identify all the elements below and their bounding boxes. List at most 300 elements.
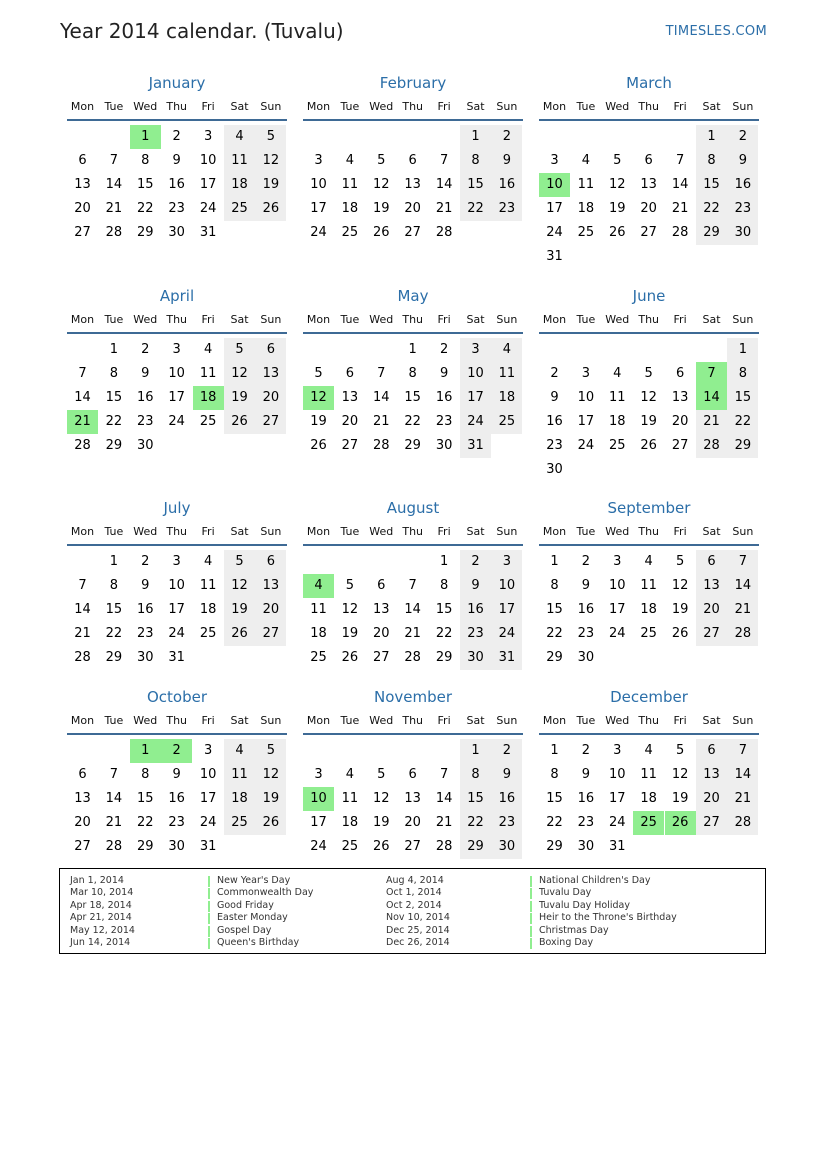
- day-cell: 12: [373, 791, 390, 806]
- legend-holiday-name: Tuvalu Day: [539, 887, 592, 899]
- day-cell: 17: [609, 791, 626, 806]
- weekday-label: Sun: [260, 714, 282, 727]
- day-cell: 3: [581, 366, 591, 381]
- day-cell: 9: [550, 390, 559, 405]
- day-cell: 23: [546, 438, 563, 453]
- day-cell: 18: [640, 602, 657, 617]
- day-cell: 19: [373, 815, 390, 830]
- day-cell: 25: [199, 626, 217, 641]
- day-cell: 21: [105, 815, 123, 830]
- holiday-day-cell: 1: [130, 739, 161, 763]
- day-cell: 11: [199, 366, 217, 381]
- holiday-legend: [59, 868, 766, 954]
- day-cell: 11: [640, 578, 657, 593]
- day-cell: 20: [341, 414, 359, 429]
- day-cell: 30: [577, 839, 595, 854]
- day-cell: 2: [439, 342, 449, 357]
- day-cell: 20: [696, 787, 727, 811]
- weekday-label: Wed: [133, 313, 158, 326]
- page-title: Year 2014 calendar. (Tuvalu): [60, 19, 344, 43]
- day-cell: 10: [460, 362, 491, 386]
- weekday-label: Tue: [576, 313, 596, 326]
- holiday-day-cell: 25: [633, 811, 664, 835]
- weekday-label: Wed: [605, 525, 630, 538]
- day-cell: 26: [341, 650, 359, 665]
- day-cell: 25: [577, 225, 595, 240]
- day-cell: 1: [439, 554, 449, 569]
- day-cell: 29: [435, 650, 453, 665]
- legend-date: Nov 10, 2014: [386, 912, 450, 924]
- weekday-label: Sat: [466, 100, 485, 113]
- day-cell: 12: [640, 390, 657, 405]
- day-cell: 10: [577, 390, 595, 405]
- day-cell: 27: [74, 225, 91, 240]
- weekday-label: Mon: [70, 100, 95, 113]
- day-cell: 4: [203, 554, 213, 569]
- weekday-label: Wed: [605, 714, 630, 727]
- legend-holiday-name: Good Friday: [217, 899, 274, 911]
- weekday-label: Tue: [340, 525, 360, 538]
- day-cell: 9: [460, 574, 491, 598]
- weekday-label: Thu: [402, 714, 424, 727]
- day-cell: 24: [609, 626, 626, 641]
- day-cell: 15: [404, 390, 421, 405]
- weekday-label: Thu: [166, 100, 188, 113]
- site-link[interactable]: TIMESLES.COM: [665, 24, 767, 39]
- day-cell: 23: [460, 622, 491, 646]
- day-cell: 17: [546, 201, 563, 216]
- legend-date: Jun 14, 2014: [70, 937, 131, 948]
- day-cell: 28: [74, 650, 91, 665]
- weekday-label: Sat: [230, 100, 249, 113]
- day-cell: 17: [168, 390, 185, 405]
- day-cell: 24: [310, 839, 327, 854]
- day-cell: 4: [613, 366, 622, 381]
- day-cell: 13: [74, 177, 91, 192]
- month-name: January: [148, 74, 206, 92]
- day-cell: 17: [310, 201, 327, 216]
- weekday-label: Fri: [673, 100, 687, 113]
- day-cell: 16: [137, 390, 154, 405]
- day-cell: 13: [671, 390, 689, 405]
- day-cell: 30: [460, 646, 491, 670]
- weekday-label: Fri: [201, 313, 215, 326]
- day-cell: 26: [373, 839, 390, 854]
- day-cell: 7: [439, 767, 449, 782]
- day-cell: 17: [491, 598, 522, 622]
- day-cell: 9: [491, 763, 522, 787]
- weekday-label: Fri: [437, 100, 451, 113]
- holiday-day-cell: 18: [193, 386, 224, 410]
- day-cell: 5: [255, 739, 286, 763]
- day-cell: 10: [609, 578, 626, 593]
- day-cell: 2: [581, 743, 591, 758]
- day-cell: 12: [255, 149, 286, 173]
- weekday-label: Mon: [70, 525, 95, 538]
- holiday-day-cell: 14: [696, 386, 727, 410]
- day-cell: 22: [460, 811, 491, 835]
- weekday-label: Sat: [230, 525, 249, 538]
- day-cell: 16: [435, 390, 453, 405]
- day-cell: 22: [435, 626, 453, 641]
- legend-date: Oct 1, 2014: [386, 887, 442, 899]
- legend-date: Oct 2, 2014: [386, 899, 442, 911]
- day-cell: 21: [727, 598, 758, 622]
- weekday-label: Thu: [402, 313, 424, 326]
- holiday-day-cell: 10: [539, 173, 570, 197]
- month-name: March: [626, 74, 672, 92]
- legend-holiday-name: Gospel Day: [217, 924, 272, 936]
- day-cell: 8: [141, 767, 150, 782]
- day-cell: 23: [491, 811, 522, 835]
- day-cell: 4: [224, 125, 255, 149]
- day-cell: 20: [640, 201, 657, 216]
- weekday-label: Wed: [369, 714, 394, 727]
- day-cell: 21: [435, 201, 453, 216]
- day-cell: 8: [460, 763, 491, 787]
- legend-date: May 12, 2014: [70, 924, 135, 936]
- day-cell: 27: [640, 225, 657, 240]
- day-cell: 27: [696, 622, 727, 646]
- weekday-label: Fri: [673, 714, 687, 727]
- day-cell: 15: [460, 787, 491, 811]
- day-cell: 7: [78, 578, 87, 593]
- day-cell: 6: [644, 153, 653, 168]
- day-cell: 7: [675, 153, 685, 168]
- weekday-label: Tue: [104, 100, 124, 113]
- day-cell: 15: [137, 791, 154, 806]
- day-cell: 14: [74, 390, 91, 405]
- day-cell: 20: [404, 201, 421, 216]
- day-cell: 22: [404, 414, 421, 429]
- day-cell: 23: [435, 414, 453, 429]
- day-cell: 24: [168, 626, 185, 641]
- day-cell: 10: [168, 578, 185, 593]
- day-cell: 16: [577, 602, 595, 617]
- day-cell: 7: [727, 739, 758, 763]
- day-cell: 1: [550, 554, 559, 569]
- day-cell: 14: [373, 390, 390, 405]
- day-cell: 17: [199, 177, 217, 192]
- day-cell: 2: [550, 366, 559, 381]
- day-cell: 29: [546, 650, 563, 665]
- day-cell: 22: [137, 201, 154, 216]
- day-cell: 21: [696, 410, 727, 434]
- day-cell: 8: [550, 578, 559, 593]
- day-cell: 8: [550, 767, 559, 782]
- day-cell: 15: [546, 791, 563, 806]
- legend-date: Dec 26, 2014: [386, 937, 450, 948]
- day-cell: 13: [404, 791, 421, 806]
- day-cell: 31: [609, 839, 626, 854]
- legend-holiday-name: Christmas Day: [539, 924, 609, 936]
- day-cell: 30: [546, 462, 563, 477]
- day-cell: 18: [341, 201, 359, 216]
- day-cell: 20: [255, 598, 286, 622]
- day-cell: 4: [581, 153, 591, 168]
- weekday-label: Tue: [340, 313, 360, 326]
- weekday-label: Thu: [638, 100, 660, 113]
- legend-date: Apr 18, 2014: [70, 899, 132, 911]
- day-cell: 28: [404, 650, 421, 665]
- day-cell: 17: [609, 602, 626, 617]
- day-cell: 16: [491, 173, 522, 197]
- day-cell: 12: [671, 767, 689, 782]
- day-cell: 13: [255, 574, 286, 598]
- day-cell: 10: [199, 153, 217, 168]
- day-cell: 20: [74, 815, 91, 830]
- legend-holiday-name: New Year's Day: [217, 875, 291, 886]
- legend-holiday-name: Tuvalu Day Holiday: [539, 899, 630, 911]
- weekday-label: Wed: [369, 313, 394, 326]
- day-cell: 18: [640, 791, 657, 806]
- day-cell: 6: [377, 578, 386, 593]
- day-cell: 25: [310, 650, 327, 665]
- day-cell: 1: [109, 554, 119, 569]
- month-name: November: [373, 688, 453, 706]
- day-cell: 30: [137, 650, 154, 665]
- day-cell: 7: [727, 550, 758, 574]
- weekday-label: Wed: [369, 100, 394, 113]
- day-cell: 7: [109, 767, 119, 782]
- holiday-day-cell: 12: [303, 386, 334, 410]
- day-cell: 7: [377, 366, 386, 381]
- day-cell: 2: [491, 125, 522, 149]
- day-cell: 30: [137, 438, 154, 453]
- holiday-marker: [530, 938, 532, 949]
- day-cell: 20: [696, 598, 727, 622]
- weekday-label: Mon: [306, 313, 331, 326]
- day-cell: 9: [141, 366, 150, 381]
- day-cell: 16: [460, 598, 491, 622]
- day-cell: 25: [224, 811, 255, 835]
- day-cell: 19: [671, 791, 689, 806]
- weekday-label: Wed: [133, 525, 158, 538]
- day-cell: 2: [460, 550, 491, 574]
- holiday-marker: [208, 913, 210, 924]
- day-cell: 8: [408, 366, 417, 381]
- day-cell: 25: [609, 438, 626, 453]
- day-cell: 6: [408, 153, 417, 168]
- day-cell: 12: [609, 177, 626, 192]
- weekday-label: Mon: [306, 100, 331, 113]
- day-cell: 5: [675, 554, 685, 569]
- weekday-label: Thu: [402, 100, 424, 113]
- day-cell: 18: [199, 602, 217, 617]
- day-cell: 19: [255, 787, 286, 811]
- day-cell: 16: [727, 173, 758, 197]
- day-cell: 9: [439, 366, 449, 381]
- day-cell: 14: [105, 177, 123, 192]
- day-cell: 23: [727, 197, 758, 221]
- weekday-label: Thu: [166, 525, 188, 538]
- header-rule: [303, 119, 523, 121]
- day-cell: 29: [137, 839, 154, 854]
- day-cell: 10: [491, 574, 522, 598]
- day-cell: 8: [696, 149, 727, 173]
- weekday-label: Tue: [576, 100, 596, 113]
- day-cell: 28: [105, 225, 123, 240]
- day-cell: 26: [640, 438, 657, 453]
- day-cell: 27: [404, 225, 421, 240]
- day-cell: 13: [341, 390, 359, 405]
- day-cell: 1: [460, 125, 491, 149]
- day-cell: 19: [609, 201, 626, 216]
- weekday-label: Tue: [340, 100, 360, 113]
- holiday-marker: [530, 876, 532, 887]
- day-cell: 23: [137, 414, 154, 429]
- day-cell: 11: [341, 791, 359, 806]
- day-cell: 12: [671, 578, 689, 593]
- day-cell: 28: [727, 622, 758, 646]
- legend-holiday-name: Easter Monday: [217, 912, 288, 924]
- day-cell: 29: [137, 225, 154, 240]
- day-cell: 28: [435, 225, 453, 240]
- day-cell: 27: [671, 438, 689, 453]
- day-cell: 16: [168, 791, 185, 806]
- day-cell: 15: [727, 386, 758, 410]
- day-cell: 15: [105, 390, 123, 405]
- holiday-marker: [530, 926, 532, 937]
- day-cell: 21: [404, 626, 421, 641]
- day-cell: 30: [168, 225, 185, 240]
- weekday-label: Mon: [542, 313, 567, 326]
- day-cell: 19: [310, 414, 327, 429]
- header-rule: [539, 733, 759, 735]
- weekday-label: Wed: [369, 525, 394, 538]
- header-rule: [67, 332, 287, 334]
- day-cell: 6: [255, 550, 286, 574]
- weekday-label: Sat: [702, 525, 721, 538]
- day-cell: 27: [255, 622, 286, 646]
- day-cell: 3: [491, 550, 522, 574]
- day-cell: 26: [609, 225, 626, 240]
- weekday-label: Thu: [638, 714, 660, 727]
- day-cell: 10: [310, 177, 327, 192]
- day-cell: 11: [577, 177, 595, 192]
- day-cell: 5: [377, 153, 386, 168]
- weekday-label: Mon: [542, 714, 567, 727]
- day-cell: 11: [224, 149, 255, 173]
- day-cell: 21: [105, 201, 123, 216]
- day-cell: 17: [168, 602, 185, 617]
- day-cell: 8: [141, 153, 150, 168]
- day-cell: 23: [577, 815, 595, 830]
- day-cell: 15: [137, 177, 154, 192]
- day-cell: 11: [310, 602, 327, 617]
- weekday-label: Tue: [104, 313, 124, 326]
- day-cell: 28: [74, 438, 91, 453]
- weekday-label: Wed: [133, 714, 158, 727]
- weekday-label: Fri: [437, 525, 451, 538]
- holiday-marker: [208, 938, 210, 949]
- weekday-label: Sun: [260, 100, 282, 113]
- day-cell: 22: [546, 626, 563, 641]
- weekday-label: Sun: [260, 313, 282, 326]
- day-cell: 11: [224, 763, 255, 787]
- day-cell: 1: [727, 338, 758, 362]
- day-cell: 3: [172, 554, 181, 569]
- weekday-label: Fri: [201, 714, 215, 727]
- day-cell: 14: [105, 791, 123, 806]
- day-cell: 11: [491, 362, 522, 386]
- weekday-label: Thu: [638, 313, 660, 326]
- day-cell: 5: [224, 550, 255, 574]
- day-cell: 1: [408, 342, 417, 357]
- day-cell: 21: [373, 414, 390, 429]
- day-cell: 13: [696, 574, 727, 598]
- weekday-label: Mon: [306, 714, 331, 727]
- holiday-marker: [530, 888, 532, 899]
- day-cell: 17: [577, 414, 595, 429]
- day-cell: 30: [577, 650, 595, 665]
- day-cell: 31: [491, 646, 522, 670]
- weekday-label: Tue: [104, 714, 124, 727]
- day-cell: 9: [581, 578, 591, 593]
- holiday-marker: [208, 926, 210, 937]
- legend-date: Dec 25, 2014: [386, 924, 450, 936]
- day-cell: 24: [199, 201, 217, 216]
- header-rule: [539, 119, 759, 121]
- day-cell: 11: [341, 177, 359, 192]
- weekday-label: Sat: [702, 313, 721, 326]
- day-cell: 10: [609, 767, 626, 782]
- weekday-label: Wed: [605, 100, 630, 113]
- day-cell: 9: [491, 149, 522, 173]
- weekday-label: Sun: [496, 100, 518, 113]
- legend-holiday-name: Heir to the Throne's Birthday: [539, 912, 677, 924]
- day-cell: 6: [675, 366, 685, 381]
- day-cell: 24: [546, 225, 563, 240]
- month-name: September: [607, 499, 691, 517]
- day-cell: 5: [314, 366, 323, 381]
- day-cell: 6: [78, 153, 87, 168]
- day-cell: 5: [255, 125, 286, 149]
- weekday-label: Sat: [702, 100, 721, 113]
- legend-date: Jan 1, 2014: [70, 875, 124, 886]
- day-cell: 20: [373, 626, 390, 641]
- day-cell: 18: [224, 787, 255, 811]
- header-rule: [303, 733, 523, 735]
- weekday-label: Sat: [230, 714, 249, 727]
- day-cell: 25: [491, 410, 522, 434]
- weekday-label: Fri: [673, 525, 687, 538]
- holiday-day-cell: 4: [303, 574, 334, 598]
- day-cell: 11: [609, 390, 626, 405]
- day-cell: 24: [460, 410, 491, 434]
- month-name: May: [397, 287, 429, 305]
- month-name: December: [610, 688, 688, 706]
- day-cell: 26: [224, 622, 255, 646]
- day-cell: 3: [460, 338, 491, 362]
- day-cell: 3: [203, 743, 213, 758]
- weekday-label: Sun: [732, 313, 754, 326]
- day-cell: 23: [168, 815, 185, 830]
- weekday-label: Thu: [166, 714, 188, 727]
- day-cell: 7: [439, 153, 449, 168]
- legend-date: Aug 4, 2014: [386, 875, 444, 886]
- day-cell: 19: [671, 602, 689, 617]
- day-cell: 1: [696, 125, 727, 149]
- day-cell: 7: [109, 153, 119, 168]
- day-cell: 29: [546, 839, 563, 854]
- day-cell: 16: [168, 177, 185, 192]
- day-cell: 29: [105, 650, 123, 665]
- holiday-marker: [530, 913, 532, 924]
- day-cell: 28: [105, 839, 123, 854]
- day-cell: 23: [137, 626, 154, 641]
- day-cell: 14: [727, 763, 758, 787]
